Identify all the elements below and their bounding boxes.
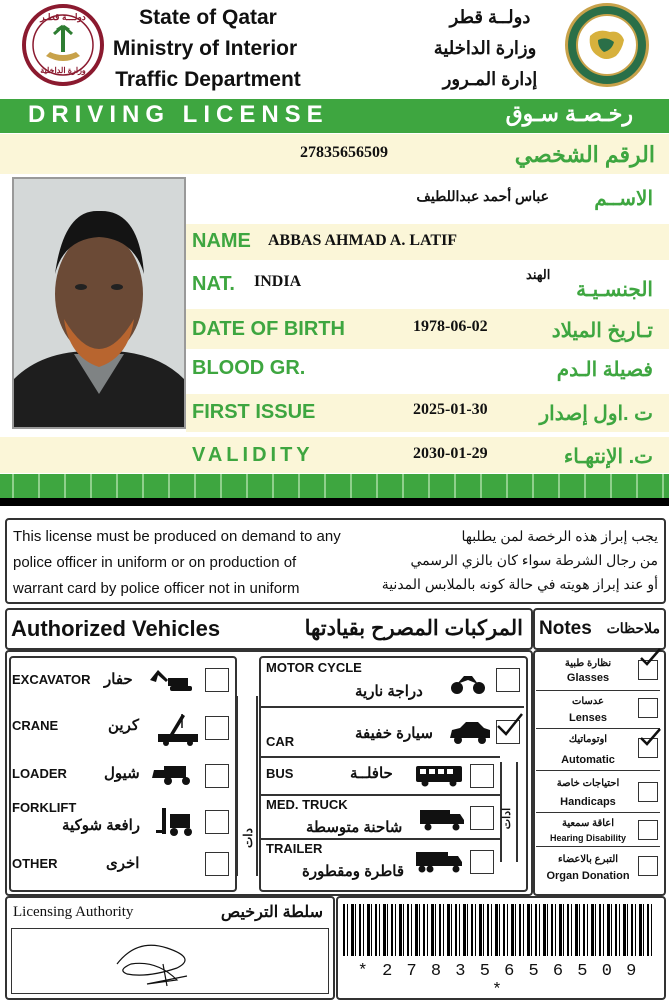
notice-ar-3: أو عند إبراز هويته في حالة كونه بالملابس المدنية — [381, 576, 658, 592]
vehicle-motorcycle-ar: دراجة نارية — [355, 683, 423, 700]
note-glasses-ar: نظارة طبية — [564, 658, 612, 669]
auth-vehicles-ar: المركبات المصرح بقيادتها — [304, 617, 523, 640]
note-hearing-en: Hearing Disability — [549, 833, 627, 843]
side-left-ar: دات — [240, 828, 255, 848]
note-lenses-ar: عدسات — [571, 696, 605, 707]
vehicle-loader-en: LOADER — [12, 766, 67, 781]
note-automatic-ar: اوتوماتيك — [568, 734, 608, 745]
car-icon — [448, 720, 492, 746]
vehicle-other-checkbox[interactable] — [205, 852, 229, 876]
notice-en-3: warrant card by police officer not in uniform — [13, 580, 300, 597]
motorcycle-icon — [448, 670, 488, 696]
vehicle-bus-ar: حافلــة — [350, 765, 393, 782]
nat-label-ar: الجنسـيـة — [576, 279, 653, 301]
notice-ar-2: من رجال الشرطة سواء كان بالزي الرسمي — [410, 552, 658, 568]
validity-row — [0, 437, 669, 473]
gcc-emblem-icon — [565, 3, 649, 87]
header-ar-ministry: وزارة الداخلية — [433, 38, 537, 58]
vehicle-bus-en: BUS — [266, 766, 294, 781]
divider-bar — [0, 498, 669, 506]
header-ar-state: دولــة قطر — [449, 7, 531, 27]
header-state: State of Qatar — [139, 6, 277, 29]
automatic-checkmark-icon — [638, 726, 662, 750]
issue-label-ar: ت .اول إصدار — [539, 403, 653, 425]
dob-value: 1978-06-02 — [413, 318, 488, 335]
mid-divider-4 — [260, 838, 500, 840]
vehicle-med-truck-ar: شاحنة متوسطة — [306, 819, 403, 836]
forklift-icon — [154, 804, 204, 838]
qatar-interior-emblem-icon — [22, 4, 104, 86]
name-label: NAME — [192, 230, 251, 252]
vehicle-crane-checkbox[interactable] — [205, 716, 229, 740]
notes-ar: ملاحظات — [606, 620, 660, 636]
vehicle-bus-checkbox[interactable] — [470, 764, 494, 788]
vehicle-loader-checkbox[interactable] — [205, 764, 229, 788]
barcode-image — [343, 904, 653, 956]
glasses-checkmark-icon — [638, 646, 662, 670]
note-glasses-en: Glasses — [566, 672, 610, 684]
note-hearing-checkbox[interactable] — [638, 820, 658, 840]
vehicle-other-en: OTHER — [12, 856, 58, 871]
validity-label: VALIDITY — [192, 444, 314, 466]
authorized-vehicles-header — [5, 608, 533, 650]
vehicle-excavator-en: EXCAVATOR — [12, 672, 91, 687]
nationality-row — [186, 263, 669, 303]
licensing-authority-box — [5, 896, 335, 1000]
license-back — [0, 506, 669, 1000]
name-row — [186, 224, 669, 260]
emblem-text-bottom: وزارة الداخلية — [40, 66, 86, 75]
signature-image — [107, 934, 207, 990]
note-automatic-en: Automatic — [561, 754, 615, 766]
issue-value: 2025-01-30 — [413, 401, 488, 418]
loader-icon — [150, 760, 200, 786]
trailer-icon — [414, 848, 464, 874]
note-divider — [536, 770, 660, 771]
note-handicaps-checkbox[interactable] — [638, 782, 658, 802]
decorative-border — [0, 474, 669, 498]
vehicles-right-bracket — [500, 762, 518, 862]
vehicle-trailer-en: TRAILER — [266, 841, 323, 856]
note-organ-ar: التبرع بالاعضاء — [557, 854, 619, 865]
holder-photo — [12, 177, 186, 429]
vehicle-med-truck-en: MED. TRUCK — [266, 797, 348, 812]
vehicle-motorcycle-checkbox[interactable] — [496, 668, 520, 692]
dob-label: DATE OF BIRTH — [192, 318, 345, 340]
note-lenses-checkbox[interactable] — [638, 698, 658, 718]
vehicle-trailer-checkbox[interactable] — [470, 850, 494, 874]
header-department: Traffic Department — [115, 68, 301, 91]
emblem-text-top: دولـــة قطـر — [40, 12, 86, 22]
note-lenses-en: Lenses — [569, 712, 607, 724]
side-right-ar: ادات — [501, 807, 514, 830]
note-organ-en: Organ Donation — [546, 870, 630, 882]
name-ar-value: عباس أحمد عبداللطيف — [416, 188, 549, 204]
id-number: 27835656509 — [300, 144, 388, 161]
id-label-ar: الرقم الشخصي — [514, 142, 655, 167]
validity-value: 2030-01-29 — [413, 445, 488, 462]
vehicle-excavator-checkbox[interactable] — [205, 668, 229, 692]
nat-value: INDIA — [254, 273, 302, 290]
vehicle-excavator-ar: حفار — [104, 671, 133, 688]
title-en: DRIVING LICENSE — [28, 101, 329, 128]
notice-en-1: This license must be produced on demand to any — [13, 528, 341, 545]
notes-header — [533, 608, 666, 650]
vehicle-car-ar: سيارة خفيفة — [355, 725, 433, 742]
nat-label: NAT. — [192, 273, 235, 295]
crane-icon — [152, 710, 202, 746]
notes-en: Notes — [539, 618, 592, 639]
vehicle-motorcycle-en: MOTOR CYCLE — [266, 660, 362, 675]
notice-ar-1: يجب إبراز هذه الرخصة لمن يطلبها — [461, 528, 658, 544]
mid-divider-2 — [260, 756, 500, 758]
blood-label: BLOOD GR. — [192, 357, 306, 379]
notice-box — [5, 518, 666, 604]
name-ar-label: الاســم — [594, 188, 653, 210]
vehicle-other-ar: اخرى — [106, 855, 140, 872]
truck-icon — [418, 806, 468, 832]
vehicle-med-truck-checkbox[interactable] — [470, 806, 494, 830]
blood-row — [186, 350, 669, 388]
note-divider — [536, 812, 660, 813]
notice-en-2: police officer in uniform or on production of — [13, 554, 297, 571]
name-value: ABBAS AHMAD A. LATIF — [268, 232, 458, 249]
nat-value-ar: الهند — [526, 267, 551, 282]
note-handicaps-en: Handicaps — [560, 796, 616, 808]
vehicle-crane-ar: كرين — [108, 717, 140, 734]
mid-divider-3 — [260, 794, 500, 796]
title-ar: رخـصـة سـوق — [505, 101, 633, 126]
blood-label-ar: فصيلة الـدم — [556, 359, 653, 381]
barcode-text: * 2 7 8 3 5 6 5 6 5 0 9 * — [357, 962, 639, 1000]
note-hearing-ar: اعاقة سمعية — [561, 818, 615, 829]
auth-vehicles-en: Authorized Vehicles — [11, 616, 221, 641]
note-divider — [536, 690, 660, 691]
vehicle-forklift-en: FORKLIFT — [12, 800, 77, 815]
note-organ-checkbox[interactable] — [638, 856, 658, 876]
validity-label-ar: ت. الإنتهـاء — [563, 446, 653, 468]
dob-label-ar: تـاريخ الميلاد — [551, 320, 653, 342]
licensing-authority-en: Licensing Authority — [13, 904, 134, 920]
vehicle-car-en: CAR — [266, 734, 295, 749]
issue-label: FIRST ISSUE — [192, 401, 316, 423]
mid-divider — [260, 706, 524, 708]
note-handicaps-ar: احتياجات خاصة — [556, 778, 620, 789]
vehicles-left-bracket — [236, 696, 258, 876]
first-issue-row — [186, 394, 669, 432]
vehicle-crane-en: CRANE — [12, 718, 59, 733]
header-ar-department: إدارة المـرور — [442, 69, 538, 89]
bus-icon — [414, 762, 464, 788]
car-checkmark-icon — [494, 710, 524, 740]
vehicle-forklift-checkbox[interactable] — [205, 810, 229, 834]
note-divider — [536, 846, 660, 847]
id-row — [0, 134, 669, 174]
vehicle-trailer-ar: قاطرة ومقطورة — [302, 863, 405, 880]
title-band — [0, 99, 669, 133]
dob-row — [186, 309, 669, 349]
licensing-authority-ar: سلطة الترخيص — [220, 904, 323, 921]
name-ar-row — [186, 180, 669, 216]
vehicle-forklift-ar: رافعة شوكية — [62, 817, 141, 834]
header-ministry: Ministry of Interior — [112, 37, 298, 60]
excavator-icon — [148, 666, 198, 692]
vehicle-loader-ar: شيول — [104, 765, 140, 782]
